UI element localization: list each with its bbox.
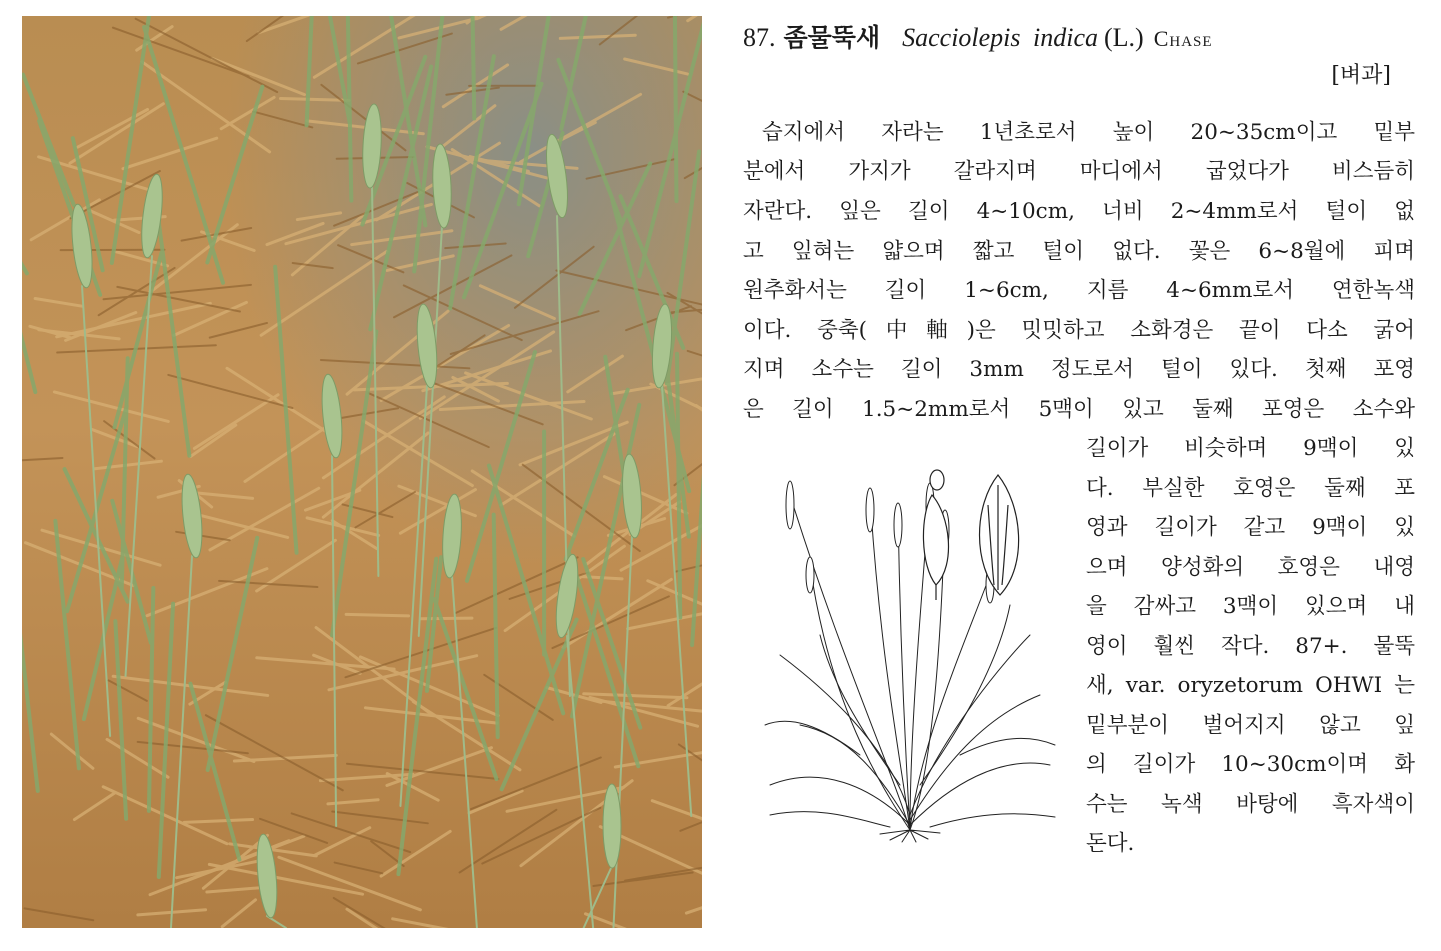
species-heading: [743, 18, 1423, 58]
body-line: 으며 양성화의 호영은 내영: [1086, 555, 1415, 580]
body-line: 습지에서 자라는 1년초로서 높이 20~35cm이고 밑부: [762, 120, 1415, 145]
scientific-name: Sacciolepis indica: [902, 23, 1099, 52]
body-line: 은 길이 1.5~2mm로서 5맥이 있고 둘째 포영은 소수와: [743, 397, 1415, 422]
body-line: 고 잎혀는 얇으며 짧고 털이 없다. 꽃은 6~8월에 피며: [743, 239, 1415, 264]
author-basionym: (L.): [1104, 23, 1144, 52]
body-line: 돈다.: [1086, 831, 1135, 856]
body-line: 이다. 중축(中軸)은 밋밋하고 소화경은 끝이 다소 굵어: [743, 318, 1415, 343]
body-line: 길이가 비슷하며 9맥이 있: [1086, 436, 1415, 461]
body-line: 의 길이가 10~30cm이며 화: [1086, 752, 1415, 777]
body-line: 영이 훨씬 작다. 87+. 물뚝: [1086, 634, 1415, 659]
body-line: 밑부분이 벌어지지 않고 잎: [1086, 713, 1415, 738]
family-label: [벼과]: [1331, 63, 1391, 88]
grass-blade: [674, 16, 676, 201]
plant-photo: [22, 16, 702, 928]
body-line: 수는 녹색 바탕에 흑자색이: [1086, 792, 1415, 817]
korean-name: 좀물뚝새: [783, 23, 881, 52]
body-line: 분에서 가지가 갈라지며 마디에서 굽었다가 비스듬히: [743, 159, 1415, 184]
plant-illustration: [760, 455, 1060, 845]
body-line: 영과 길이가 같고 9맥이 있: [1086, 515, 1415, 540]
body-line: 지며 소수는 길이 3mm 정도로서 털이 있다. 첫째 포영: [743, 357, 1415, 382]
author-name: Chase: [1153, 26, 1213, 51]
grass-spike: [603, 784, 621, 868]
body-line: 다. 부실한 호영은 둘째 포: [1086, 476, 1415, 501]
plant-illustration-drawing: [760, 455, 1060, 845]
species-number: 87.: [743, 23, 776, 52]
body-line: 을 감싸고 3맥이 있으며 내: [1086, 594, 1415, 619]
plant-photo-image: [22, 16, 702, 928]
body-line: 새, var. oryzetorum OHWI 는: [1086, 673, 1415, 698]
body-line: 자란다. 잎은 길이 4~10cm, 너비 2~4mm로서 털이 없: [743, 199, 1415, 224]
body-line: 원추화서는 길이 1~6cm, 지름 4~6mm로서 연한녹색: [743, 278, 1415, 303]
pine-needle: [346, 614, 408, 616]
